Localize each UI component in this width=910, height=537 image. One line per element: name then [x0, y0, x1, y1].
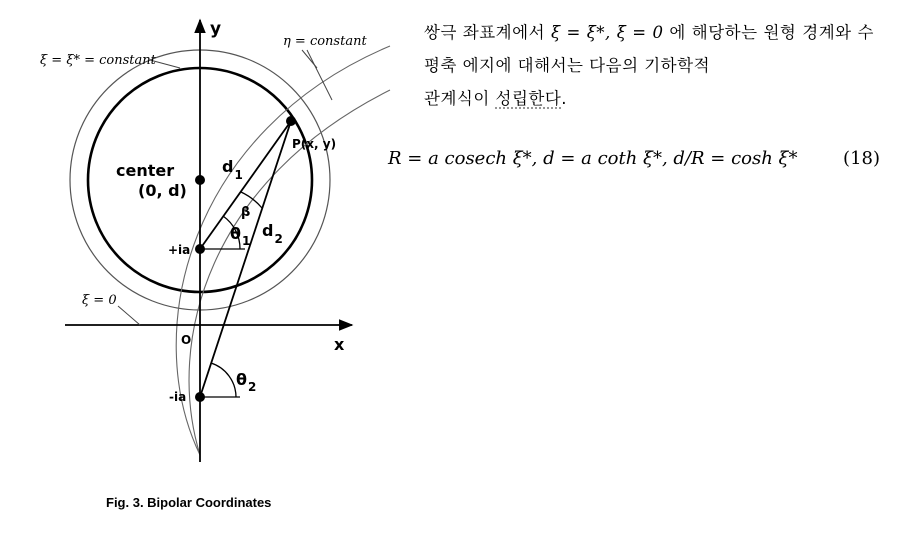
eta-label: η = constant: [283, 34, 367, 49]
xi-zero-label: ξ = 0: [82, 293, 117, 308]
d1-line: [200, 121, 291, 249]
plus-ia-point: [195, 244, 205, 254]
paragraph-text-2: 에 해당하는 원형 경계와 수평축 에지에 대해서는 다음의 기하학적: [424, 23, 874, 75]
theta1-label: $\theta_1$: [230, 224, 251, 248]
equation-body: R = a cosech ξ*, d = a coth ξ*, d/R = cosh ξ*: [388, 148, 798, 169]
paragraph-text-3: 관계식이: [424, 89, 496, 108]
beta-label: β: [241, 205, 251, 220]
paragraph-text-1: 쌍극 좌표계에서: [424, 23, 551, 42]
paragraph-math: ξ = ξ*, ξ = 0: [550, 23, 664, 42]
figure-caption: Fig. 3. Bipolar Coordinates: [106, 495, 272, 510]
x-axis-label: x: [334, 335, 345, 354]
d2-line: [200, 121, 291, 397]
y-axis-label: y: [210, 19, 222, 39]
center-point: [195, 175, 205, 185]
center-label-line2: (0, d): [138, 181, 187, 200]
minus-ia-point: [195, 392, 205, 402]
xi-star-label: ξ = ξ* = constant: [40, 53, 156, 68]
minus-ia-label: -ia: [169, 390, 187, 404]
theta2-arc: [211, 363, 236, 397]
plus-ia-label: +ia: [168, 243, 191, 257]
body-paragraph: [424, 16, 874, 115]
point-p: [286, 116, 296, 126]
theta2-label: $\theta_2$: [236, 370, 257, 394]
equation-number: (18): [843, 148, 880, 169]
point-p-label: P(x, y): [292, 137, 337, 151]
paragraph-text-4: 성립한다: [495, 89, 562, 108]
center-label-line1: center: [116, 161, 175, 180]
d1-label: $d_1$: [222, 157, 243, 182]
origin-label: O: [181, 333, 192, 347]
xi-zero-leader: [118, 306, 140, 325]
eta-constant-curve-2: [189, 90, 390, 455]
bipolar-coordinates-figure: [0, 0, 400, 537]
eta-leader-2: [307, 50, 332, 100]
d2-label: $d_2$: [262, 221, 283, 246]
paragraph-text-5: .: [561, 89, 568, 108]
